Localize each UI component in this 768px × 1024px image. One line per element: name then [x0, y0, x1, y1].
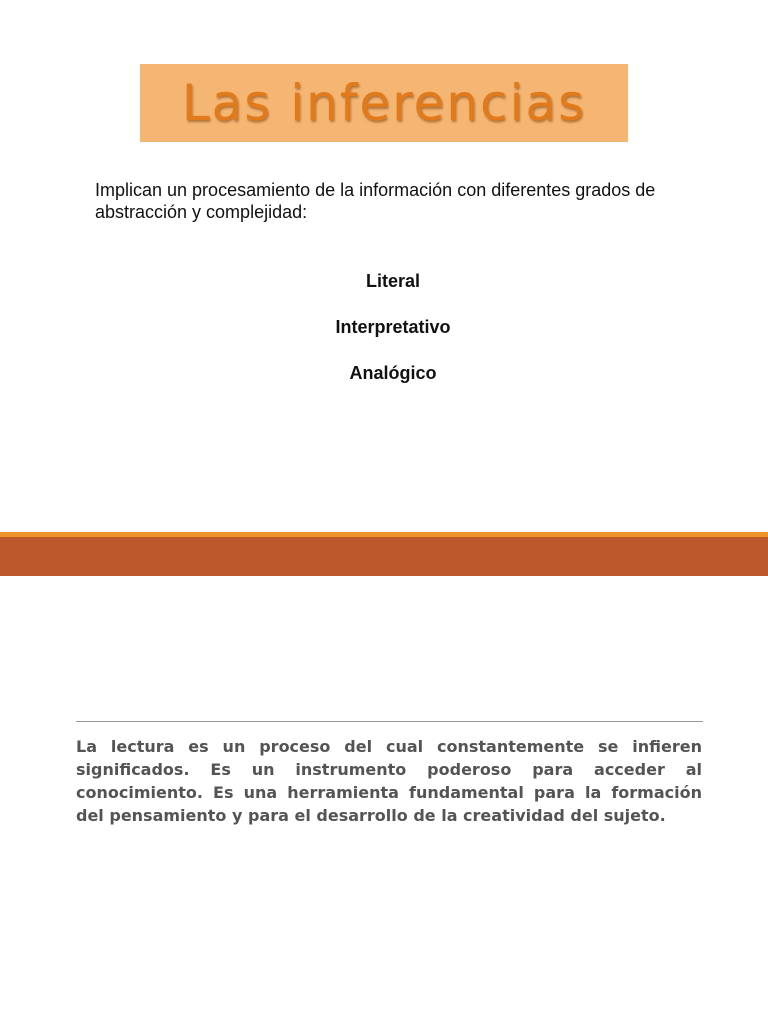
reading-paragraph: La lectura es un proceso del cual constantemente se infieren significados. Es un instrumento poderoso para acceder al conocimiento. Es una herramienta fundamental para la formación del pensamiento y para el desarrollo de la creatividad del sujeto.: [76, 737, 702, 825]
divider-line: [76, 721, 703, 722]
level-interpretativo: Interpretativo: [335, 317, 451, 337]
level-analogico: Analógico: [349, 363, 437, 383]
title-banner: [140, 64, 628, 142]
page-title: Las inferencias: [181, 74, 587, 132]
level-literal: Literal: [365, 271, 421, 291]
intro-text: Implican un procesamiento de la información con diferentes grados de abstracción y complejidad:: [95, 180, 656, 222]
inference-levels-list: [0, 270, 768, 408]
rust-band: [0, 537, 768, 576]
